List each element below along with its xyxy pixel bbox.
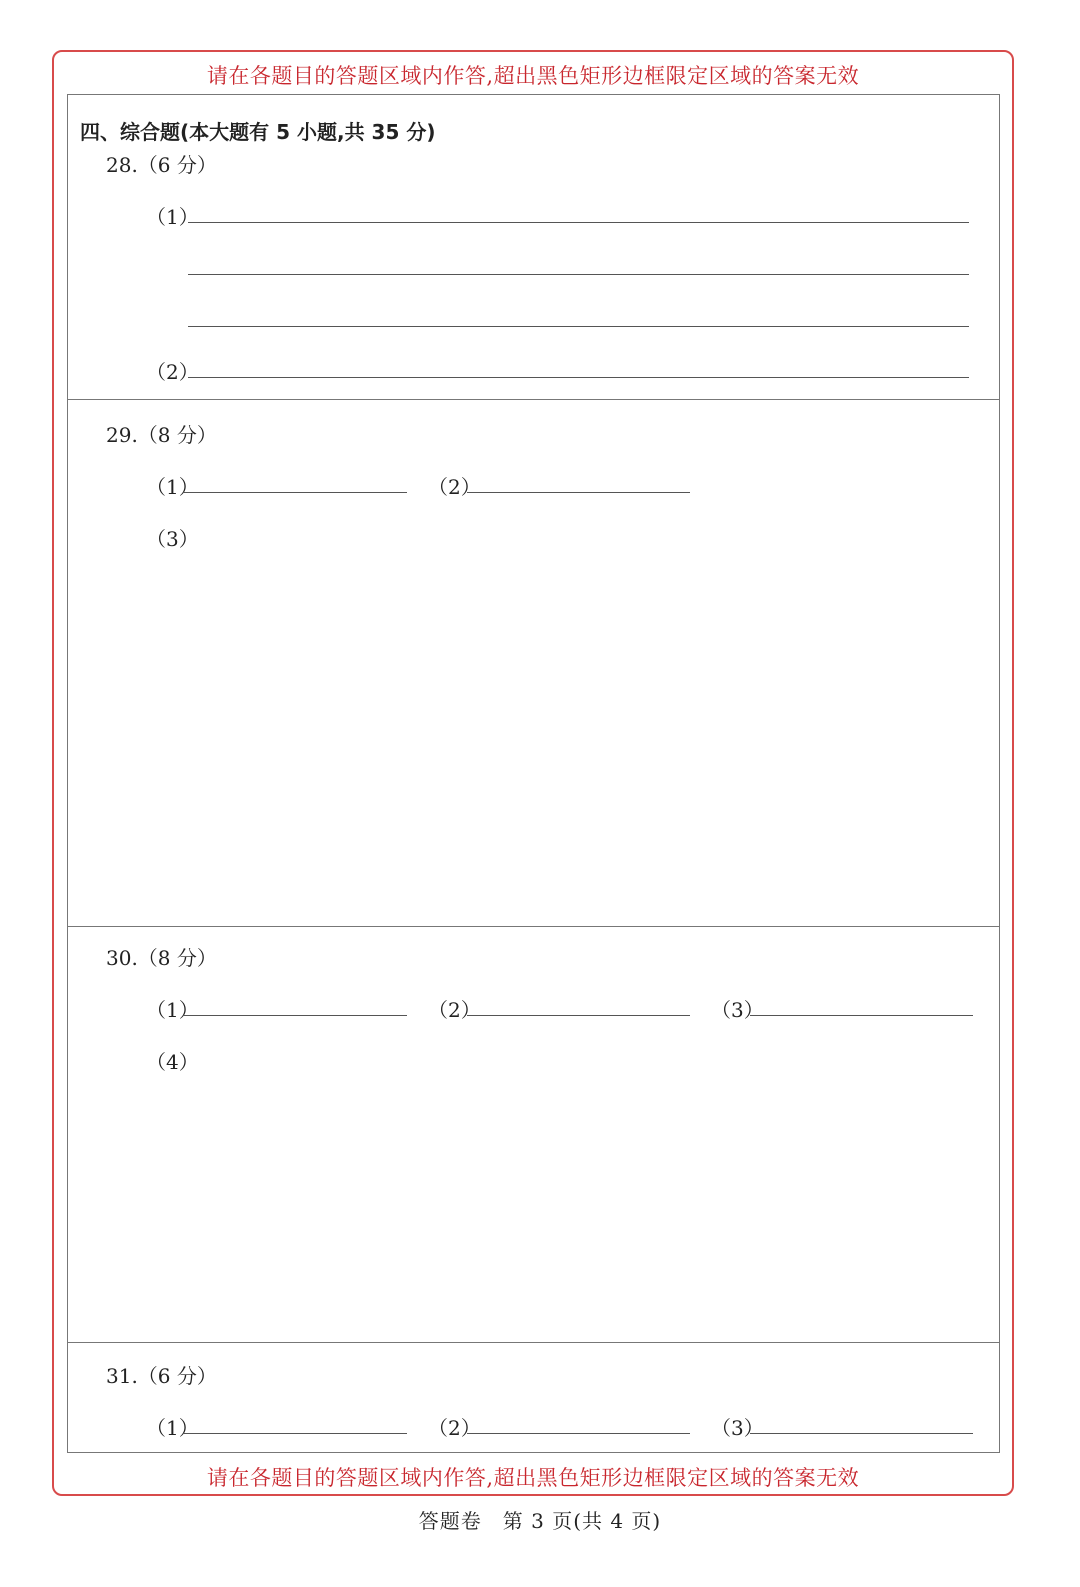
- q28-part-2-label: （2）: [146, 360, 199, 384]
- q30-part-3-label: （3）: [711, 998, 764, 1022]
- notice-bottom: 请在各题目的答题区域内作答,超出黑色矩形边框限定区域的答案无效: [206, 1466, 860, 1490]
- q30-part-2-answer-line[interactable]: [467, 1015, 690, 1016]
- q28-part-1-answer-line-3[interactable]: [188, 326, 969, 327]
- q30-part-1-label: （1）: [146, 998, 199, 1022]
- q30-part-3-answer-line[interactable]: [750, 1015, 973, 1016]
- q31-part-3-label: （3）: [711, 1416, 764, 1440]
- q31-part-2-label: （2）: [428, 1416, 481, 1440]
- q30-part-1-answer-line[interactable]: [184, 1015, 407, 1016]
- question-28-label: 28.（6 分）: [106, 153, 217, 177]
- section-divider: [67, 1342, 1000, 1343]
- q29-part-1-answer-line[interactable]: [184, 492, 407, 493]
- question-31-label: 31.（6 分）: [106, 1364, 217, 1388]
- section-divider: [67, 926, 1000, 927]
- question-30-label: 30.（8 分）: [106, 946, 217, 970]
- q29-part-2-answer-line[interactable]: [467, 492, 690, 493]
- q31-part-1-label: （1）: [146, 1416, 199, 1440]
- q31-part-1-answer-line[interactable]: [184, 1433, 407, 1434]
- q28-part-1-answer-line-2[interactable]: [188, 274, 969, 275]
- q28-part-1-label: （1）: [146, 205, 199, 229]
- notice-top: 请在各题目的答题区域内作答,超出黑色矩形边框限定区域的答案无效: [206, 64, 860, 88]
- q30-part-4-label: （4）: [146, 1050, 199, 1074]
- page-footer: 答题卷 第 3 页(共 4 页): [418, 1509, 662, 1533]
- q30-part-2-label: （2）: [428, 998, 481, 1022]
- q28-part-2-answer-line[interactable]: [188, 377, 969, 378]
- q29-part-3-label: （3）: [146, 527, 199, 551]
- q31-part-3-answer-line[interactable]: [750, 1433, 973, 1434]
- answer-region-box: [67, 94, 1000, 1453]
- q29-part-1-label: （1）: [146, 475, 199, 499]
- q31-part-2-answer-line[interactable]: [467, 1433, 690, 1434]
- question-29-label: 29.（8 分）: [106, 423, 217, 447]
- q29-part-2-label: （2）: [428, 475, 481, 499]
- section-divider: [67, 399, 1000, 400]
- q28-part-1-answer-line-1[interactable]: [188, 222, 969, 223]
- section-title: 四、综合题(本大题有 5 小题,共 35 分): [80, 120, 436, 144]
